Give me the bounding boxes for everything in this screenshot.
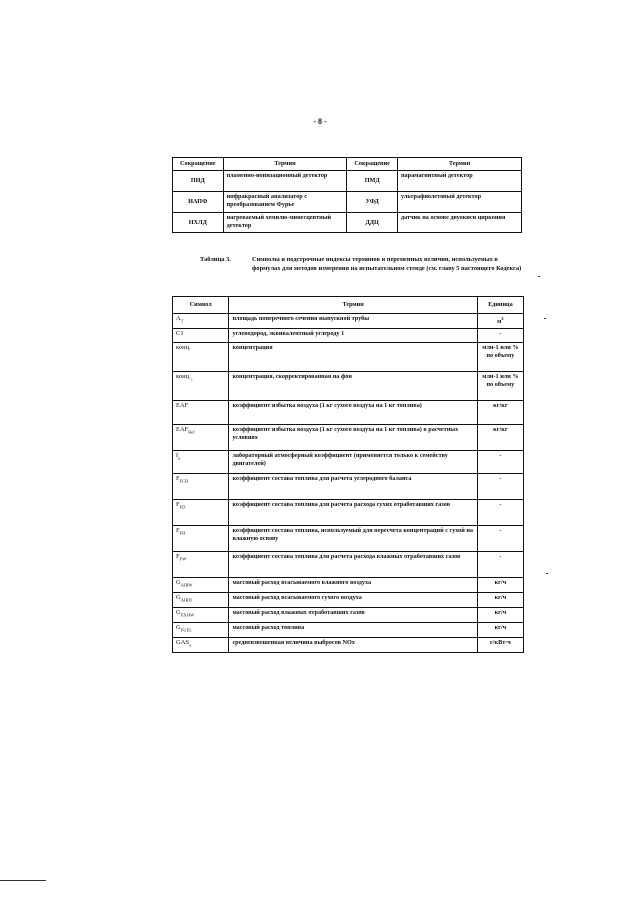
caption-text: Символы и подстрочные индексы терминов и переменных величин, используемых в формулах для методов измерения на испытательном стенде (см. главу 5 настоящего Кодекса) <box>252 256 522 272</box>
scan-artifact <box>544 318 546 319</box>
symbol-subscript: AIRD <box>180 597 192 603</box>
term-cell: ультрафиолетовый детектор <box>397 192 521 213</box>
symbol-text: G <box>176 579 181 586</box>
symbol-subscript: AIRW <box>180 582 193 588</box>
unit-cell <box>477 474 523 500</box>
scan-artifact <box>538 276 540 277</box>
term-cell: массовый расход всасываемого сухого воздуха <box>229 593 477 608</box>
table-row <box>173 623 524 638</box>
abbreviation-cell: ИАПФ <box>173 192 224 213</box>
symbol-cell <box>173 623 229 638</box>
unit-text: - <box>499 330 502 337</box>
unit-text: млн-1 или % по объему <box>482 373 519 388</box>
abbreviation-cell: ПИД <box>173 171 224 192</box>
term-cell: коэффициент состава топлива для расчета расхода сухих отработавших газов <box>229 500 477 526</box>
symbol-text: G <box>176 609 181 616</box>
symbol-cell <box>173 593 229 608</box>
unit-text: - <box>499 527 502 534</box>
abbreviations-table <box>172 157 522 233</box>
symbol-text: G <box>176 594 181 601</box>
symbol-text: C1 <box>176 330 184 337</box>
symbol-text: f <box>176 452 179 459</box>
header-abbreviation-1: Сокращение <box>173 158 224 171</box>
symbol-cell <box>173 343 229 372</box>
table-row <box>173 314 524 329</box>
symbol-text: F <box>176 553 180 560</box>
scan-artifact <box>0 880 46 881</box>
symbol-text: G <box>176 624 181 631</box>
symbol-text: EAF <box>176 402 189 409</box>
term-cell: средневзвешенная величина выбросов NOx <box>229 638 477 653</box>
table-row <box>173 425 524 451</box>
unit-cell <box>477 578 523 593</box>
term-cell: коэффициент состава топлива для расчета расхода влажных отработавших газов <box>229 552 477 578</box>
unit-cell <box>477 552 523 578</box>
unit-text: млн-1 или % по объему <box>482 344 519 359</box>
header-term-1: Термин <box>223 158 347 171</box>
unit-cell <box>477 343 523 372</box>
symbol-subscript: FW <box>179 556 187 562</box>
unit-cell <box>477 526 523 552</box>
term-cell: коэффициент состава топлива, используемый для пересчета концентраций с сухой на влажную основу <box>229 526 477 552</box>
term-cell: массовый расход топлива <box>229 623 477 638</box>
unit-text: кг/ч <box>494 609 507 616</box>
table-row <box>173 638 524 653</box>
abbreviation-cell: УФД <box>347 192 398 213</box>
header-term-2: Термин <box>397 158 521 171</box>
scan-artifact <box>546 573 548 574</box>
symbol-text: F <box>176 527 180 534</box>
symbol-subscript: FD <box>179 504 186 510</box>
unit-cell <box>477 425 523 451</box>
table-row <box>173 192 522 213</box>
unit-cell <box>477 451 523 474</box>
table-row <box>173 526 524 552</box>
table-row <box>173 500 524 526</box>
unit-cell <box>477 608 523 623</box>
table-row <box>173 451 524 474</box>
term-cell: коэффициент состава топлива для расчета углеродного баланса <box>229 474 477 500</box>
symbol-text: EAF <box>176 426 189 433</box>
unit-cell <box>477 372 523 401</box>
abbreviations-header-row <box>173 158 522 171</box>
term-cell: коэффициент избытка воздуха (1 кг сухого воздуха на 1 кг топлива) в расчетных условиях <box>229 425 477 451</box>
symbol-cell <box>173 500 229 526</box>
symbols-header-row <box>173 297 524 314</box>
table-row <box>173 343 524 372</box>
symbol-text: F <box>176 501 180 508</box>
unit-text: - <box>499 452 502 459</box>
symbol-subscript: FCB <box>179 478 189 484</box>
table-row <box>173 213 522 233</box>
table-row <box>173 608 524 623</box>
symbol-subscript: FUEL <box>180 627 192 633</box>
unit-text: кг/ч <box>494 579 507 586</box>
unit-cell <box>477 638 523 653</box>
abbreviation-cell: ДДЦ <box>347 213 398 233</box>
header-abbreviation-2: Сокращение <box>347 158 398 171</box>
header-term: Термин <box>229 297 477 314</box>
symbol-cell <box>173 526 229 552</box>
unit-cell <box>477 329 523 343</box>
term-cell: пламенно-ионизационный детектор <box>223 171 347 192</box>
table-row <box>173 372 524 401</box>
unit-cell <box>477 314 523 329</box>
symbols-table <box>172 296 524 653</box>
page-number: - 8 - <box>313 117 327 126</box>
symbol-subscript: EXHW <box>180 612 195 618</box>
unit-text: м <box>497 318 502 326</box>
symbol-cell <box>173 451 229 474</box>
unit-text: - <box>499 475 502 482</box>
table-row <box>173 552 524 578</box>
unit-text: кг/ч <box>494 624 507 631</box>
symbol-cell <box>173 638 229 653</box>
symbol-cell <box>173 372 229 401</box>
symbol-cell <box>173 401 229 425</box>
symbols-body <box>173 314 524 653</box>
symbol-text: A <box>176 315 181 322</box>
table-row <box>173 329 524 343</box>
term-cell: нагреваемый хемилю-минесцентный детектор <box>223 213 347 233</box>
symbol-subscript: c <box>190 376 193 382</box>
symbol-subscript: Ref <box>188 429 195 435</box>
term-cell: массовый расход всасываемого влажного воздуха <box>229 578 477 593</box>
unit-text: - <box>499 501 502 508</box>
term-cell: концентрация, скорректированная на фон <box>229 372 477 401</box>
table-row <box>173 401 524 425</box>
unit-text: - <box>499 553 502 560</box>
table-row <box>173 171 522 192</box>
term-cell: углеводород, эквивалентный углероду 1 <box>229 329 477 343</box>
symbol-text: конц. <box>176 373 191 380</box>
unit-text: кг/кг <box>493 426 508 433</box>
symbol-cell <box>173 474 229 500</box>
symbol-cell <box>173 552 229 578</box>
unit-text: г/кВт·ч <box>489 639 511 646</box>
symbol-subscript: a <box>178 455 181 461</box>
abbreviation-cell: НХЛД <box>173 213 224 233</box>
unit-cell <box>477 623 523 638</box>
unit-text: кг/ч <box>494 594 507 601</box>
term-cell: концентрация <box>229 343 477 372</box>
symbol-cell <box>173 578 229 593</box>
term-cell: лабораторный атмосферный коэффициент (применяется только к семейству двигателей) <box>229 451 477 474</box>
symbol-subscript: T <box>180 318 184 324</box>
unit-cell <box>477 500 523 526</box>
symbol-subscript: x <box>189 642 192 648</box>
abbreviation-cell: ПМД <box>347 171 398 192</box>
header-unit: Единица <box>477 297 523 314</box>
symbol-cell <box>173 425 229 451</box>
symbol-text: F <box>176 475 180 482</box>
table-row <box>173 474 524 500</box>
term-cell: площадь поперечного сечения выпускной трубы <box>229 314 477 329</box>
term-cell: датчик на основе двуокиси циркония <box>397 213 521 233</box>
symbol-text: GAS <box>176 639 190 646</box>
unit-cell <box>477 593 523 608</box>
caption-label: Таблица 3. <box>200 256 231 263</box>
term-cell: парамагнитный детектор <box>397 171 521 192</box>
unit-superscript: 2 <box>501 316 504 321</box>
table-row <box>173 578 524 593</box>
symbol-text: конц. <box>176 344 191 351</box>
term-cell: коэффициент избытка воздуха (1 кг сухого воздуха на 1 кг топлива) <box>229 401 477 425</box>
unit-cell <box>477 401 523 425</box>
symbol-subscript: FH <box>179 530 186 536</box>
symbol-cell <box>173 329 229 343</box>
term-cell: инфракрасный анализатор с преобразованием Фурье <box>223 192 347 213</box>
symbol-cell <box>173 608 229 623</box>
table-row <box>173 593 524 608</box>
term-cell: массовый расход влажных отработавших газов <box>229 608 477 623</box>
unit-text: кг/кг <box>493 402 508 409</box>
symbol-cell <box>173 314 229 329</box>
header-symbol: Символ <box>173 297 229 314</box>
